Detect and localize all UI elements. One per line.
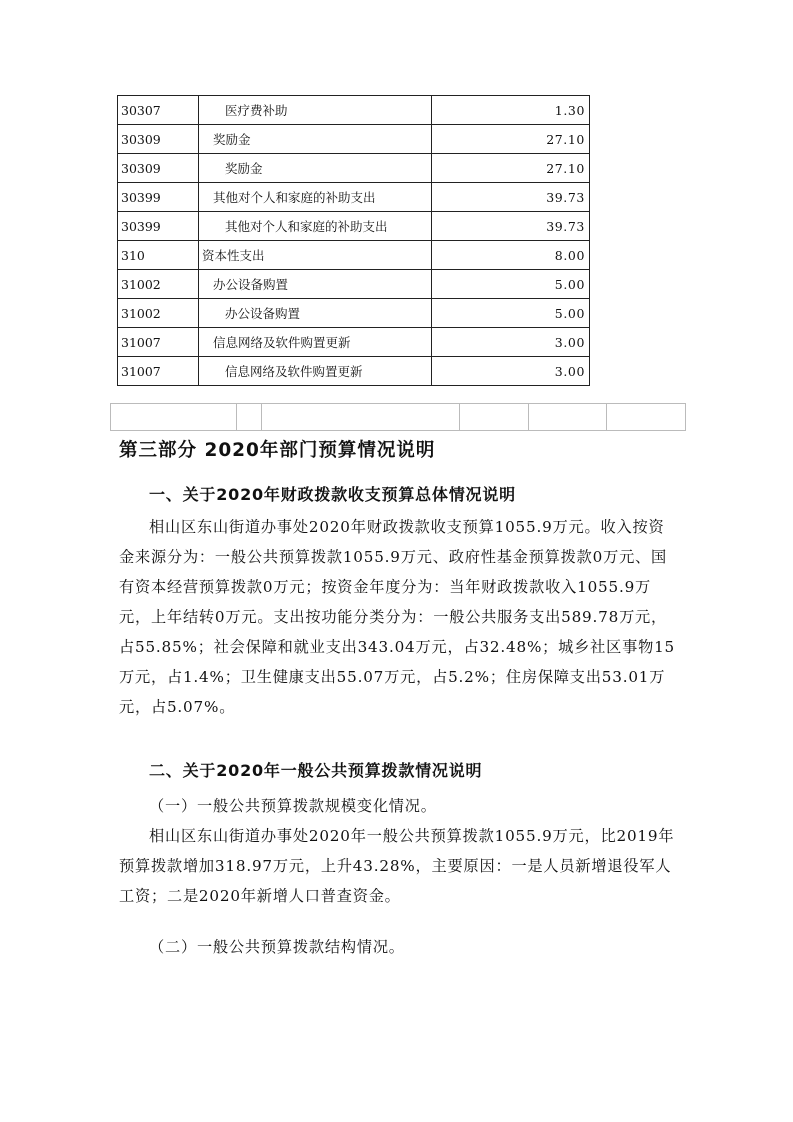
table-row	[118, 270, 590, 299]
econ-code-cell: 30309	[118, 154, 199, 183]
item-name-cell: 其他对个人和家庭的补助支出	[199, 183, 432, 212]
item-name-cell: 信息网络及软件购置更新	[199, 328, 432, 357]
item-name-cell: 其他对个人和家庭的补助支出	[199, 212, 432, 241]
econ-code-cell: 31002	[118, 299, 199, 328]
econ-code-cell: 31007	[118, 328, 199, 357]
table-row	[118, 96, 590, 125]
econ-code-cell: 30399	[118, 183, 199, 212]
table-row	[118, 241, 590, 270]
table-row	[118, 183, 590, 212]
empty-table-row	[110, 403, 686, 431]
econ-code-cell: 31007	[118, 357, 199, 386]
econ-code-cell: 30309	[118, 125, 199, 154]
amount-cell: 5.00	[432, 270, 590, 299]
item-name-cell: 医疗费补助	[199, 96, 432, 125]
table-row	[118, 212, 590, 241]
amount-cell: 3.00	[432, 357, 590, 386]
item-name-cell: 奖励金	[199, 154, 432, 183]
econ-code-cell: 31002	[118, 270, 199, 299]
item-name-cell: 奖励金	[199, 125, 432, 154]
amount-cell: 39.73	[432, 212, 590, 241]
section2-paragraph: 相山区东山街道办事处2020年一般公共预算拨款1055.9万元，比2019年预算拨款增加318.97万元，上升43.28%，主要原因：一是人员新增退役军人工资；二是2020年新增人口普查资金。	[119, 827, 675, 905]
section1-paragraph: 相山区东山街道办事处2020年财政拨款收支预算1055.9万元。收入按资金来源分为：一般公共预算拨款1055.9万元、政府性基金预算拨款0万元、国有资本经营预算拨款0万元；按资金年度分为：当年财政拨款收入1055.9万元，上年结转0万元。支出按功能分类分为：一般公共服务支出589.78万元，占55.85%；社会保障和就业支出343.04万元，占32.48%；城乡社区事物15万元，占1.4%；卫生健康支出55.07万元，占5.2%；住房保障支出53.01万元，占5.07%。	[119, 518, 676, 716]
section2-heading: 二、关于2020年一般公共预算拨款情况说明	[149, 761, 483, 780]
item-name-cell: 办公设备购置	[199, 299, 432, 328]
amount-cell: 39.73	[432, 183, 590, 212]
amount-cell: 27.10	[432, 154, 590, 183]
item-name-cell: 资本性支出	[199, 241, 432, 270]
econ-code-cell: 30307	[118, 96, 199, 125]
econ-code-cell: 30399	[118, 212, 199, 241]
item-name-cell: 办公设备购置	[199, 270, 432, 299]
budget-table	[117, 95, 590, 386]
item-name-cell: 信息网络及软件购置更新	[199, 357, 432, 386]
table-row	[118, 154, 590, 183]
table-row	[118, 299, 590, 328]
amount-cell: 3.00	[432, 328, 590, 357]
amount-cell: 1.30	[432, 96, 590, 125]
econ-code-cell: 310	[118, 241, 199, 270]
section2-sub1: （一）一般公共预算拨款规模变化情况。	[149, 797, 437, 815]
amount-cell: 8.00	[432, 241, 590, 270]
section2-sub2: （二）一般公共预算拨款结构情况。	[149, 938, 405, 956]
table-row	[118, 125, 590, 154]
section1-heading: 一、关于2020年财政拨款收支预算总体情况说明	[149, 485, 516, 504]
table-row	[118, 357, 590, 386]
amount-cell: 27.10	[432, 125, 590, 154]
amount-cell: 5.00	[432, 299, 590, 328]
table-row	[118, 328, 590, 357]
part-title: 第三部分 2020年部门预算情况说明	[119, 440, 436, 461]
